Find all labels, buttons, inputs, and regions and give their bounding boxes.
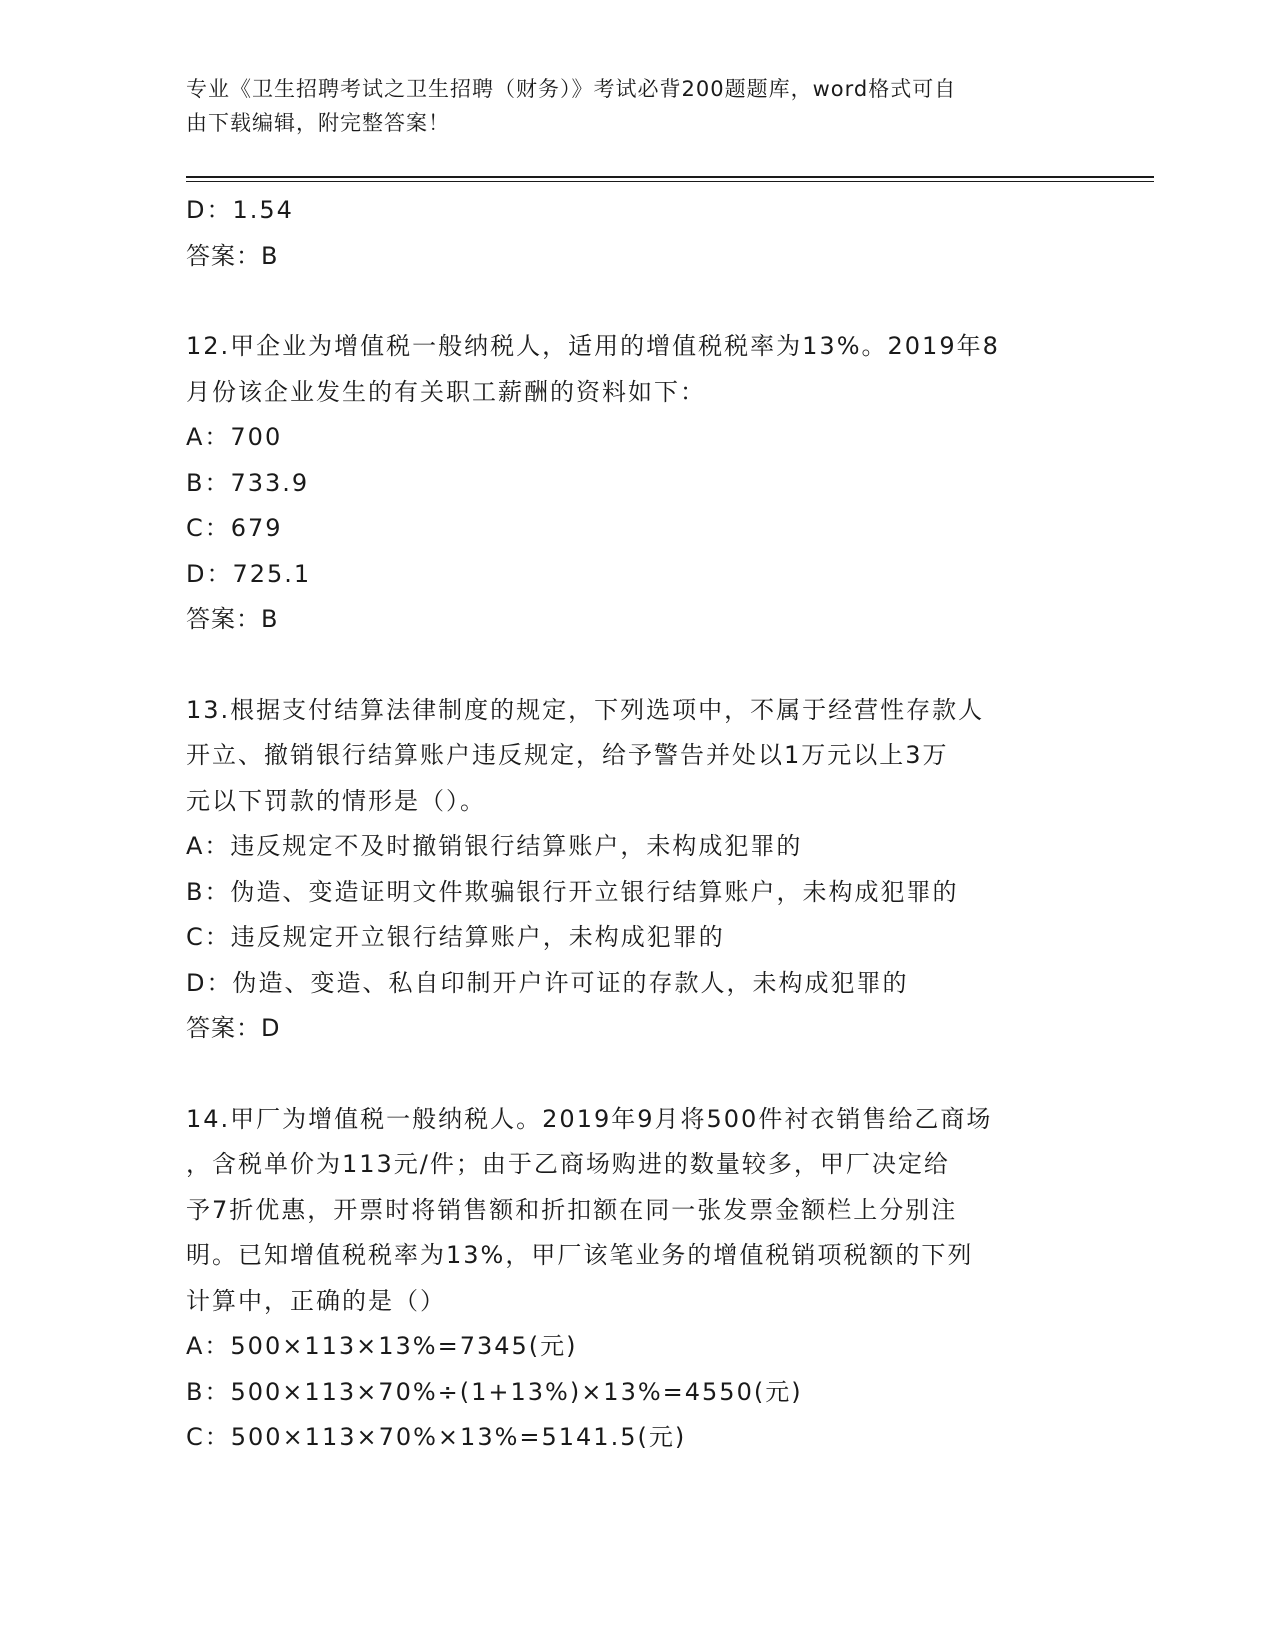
header-line-2: 由下载编辑，附完整答案！: [186, 111, 450, 135]
question-stem: 月份该企业发生的有关职工薪酬的资料如下：: [186, 377, 706, 406]
header-rule-thick: [186, 176, 1154, 178]
option-a: A：违反规定不及时撤销银行结算账户，未构成犯罪的: [186, 832, 803, 860]
option-d: D：1.54: [186, 196, 294, 224]
question-stem: 计算中，正确的是（）: [186, 1286, 446, 1315]
question-stem: 元以下罚款的情形是（）。: [186, 786, 486, 815]
answer: 答案：B: [186, 241, 279, 270]
option-a: A：500×113×13%=7345(元): [186, 1332, 578, 1360]
question-stem: ，含税单价为113元/件；由于乙商场购进的数量较多，甲厂决定给: [186, 1150, 950, 1178]
spacer: [186, 1052, 1086, 1097]
option-b: B：伪造、变造证明文件欺骗银行开立银行结算账户，未构成犯罪的: [186, 877, 959, 906]
option-c: C：违反规定开立银行结算账户，未构成犯罪的: [186, 923, 725, 951]
question-12: [186, 324, 1086, 643]
question-13: [186, 688, 1086, 1052]
question-stem: 14.甲厂为增值税一般纳税人。2019年9月将500件衬衣销售给乙商场: [186, 1104, 993, 1133]
option-a: A：700: [186, 423, 283, 451]
option-c: C：679: [186, 514, 283, 542]
option-b: B：500×113×70%÷(1+13%)×13%=4550(元): [186, 1377, 803, 1406]
question-previous: [186, 188, 1086, 279]
answer: 答案：B: [186, 605, 279, 633]
question-14: [186, 1097, 1086, 1461]
question-stem: 明。已知增值税税率为13%，甲厂该笔业务的增值税销项税额的下列: [186, 1241, 974, 1269]
question-stem: 13.根据支付结算法律制度的规定，下列选项中，不属于经营性存款人: [186, 695, 985, 724]
option-d: D：伪造、变造、私自印制开户许可证的存款人，未构成犯罪的: [186, 968, 909, 997]
spacer: [186, 279, 1086, 324]
answer: 答案：D: [186, 1014, 281, 1042]
header-line-1: 专业《卫生招聘考试之卫生招聘（财务）》考试必背200题题库，word格式可自: [186, 77, 957, 101]
document-header: [186, 72, 1066, 140]
spacer: [186, 643, 1086, 688]
header-rule-thin: [186, 181, 1154, 182]
question-stem: 予7折优惠，开票时将销售额和折扣额在同一张发票金额栏上分别注: [186, 1195, 958, 1224]
option-b: B：733.9: [186, 468, 310, 497]
question-list: [186, 188, 1086, 1461]
question-stem: 开立、撤销银行结算账户违反规定，给予警告并处以1万元以上3万: [186, 741, 949, 769]
question-stem: 12.甲企业为增值税一般纳税人，适用的增值税税率为13%。2019年8: [186, 332, 1000, 360]
option-d: D：725.1: [186, 559, 312, 588]
option-c: C：500×113×70%×13%=5141.5(元): [186, 1423, 687, 1451]
